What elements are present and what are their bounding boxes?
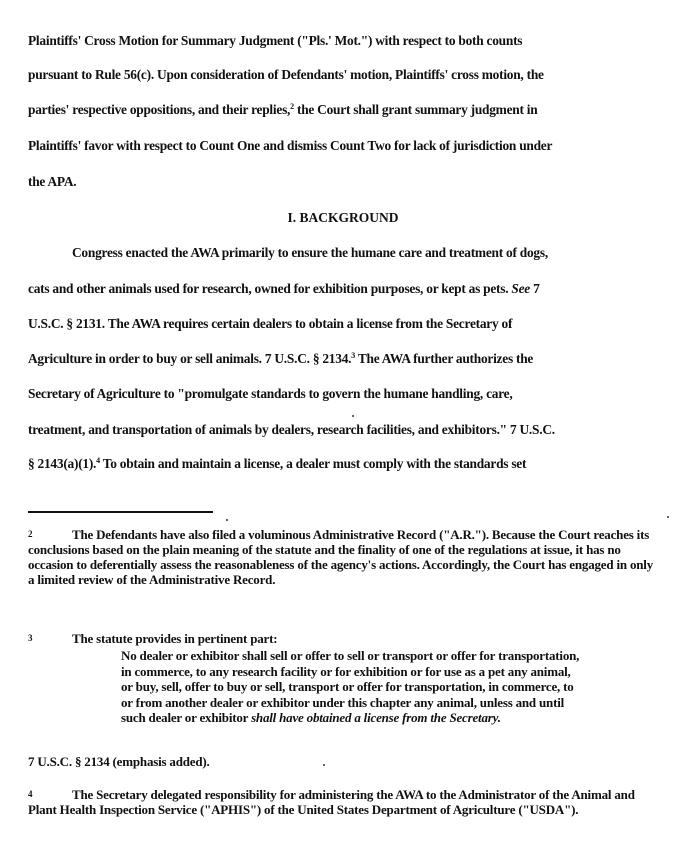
- footnote-3-citation: 7 U.S.C. § 2134 (emphasis added).: [28, 754, 210, 769]
- body-line-3: [28, 102, 537, 118]
- footnote-2-marker: 2: [28, 529, 33, 539]
- footnote-3: [28, 631, 658, 646]
- footnote-2-text: The Defendants have also filed a voluminous Administrative Record ("A.R."). Because the Court reaches its conclusions based on the plain meaning of the statute and the finality of one of the regulations at issue, it has no occasion to deferentially assess the reasonableness of the agency's actions. Accordingly, the Court has engaged in only a limited review of the Administrative Record.: [28, 527, 653, 587]
- scan-speck: [352, 415, 354, 417]
- footnote-4: [28, 787, 658, 817]
- background-line-2-text: cats and other animals used for research, owned for exhibition purposes, or kept as pets.: [28, 281, 512, 296]
- body-line-4: Plaintiffs' favor with respect to Count One and dismiss Count Two for lack of jurisdiction under: [28, 138, 553, 153]
- background-line-4-rest: The AWA further authorizes the: [355, 351, 534, 366]
- background-line-4: [28, 351, 533, 367]
- section-heading-background: I. BACKGROUND: [287, 210, 399, 225]
- footnote-ref-4[interactable]: 4: [96, 456, 100, 465]
- footnote-separator: [28, 511, 213, 513]
- background-line-4-text: Agriculture in order to buy or sell animals. 7 U.S.C. § 2134.: [28, 351, 352, 366]
- background-line-2-end: 7: [530, 281, 540, 296]
- footnote-ref-3[interactable]: 3: [351, 351, 355, 360]
- background-line-6: treatment, and transportation of animals by dealers, research facilities, and exhibitors." 7 U.S.C.: [28, 422, 555, 437]
- footnote-3-intro: The statute provides in pertinent part:: [72, 631, 278, 646]
- scan-speck: [667, 516, 669, 518]
- footnote-4-marker: 4: [28, 789, 33, 799]
- scan-speck: [323, 764, 325, 766]
- footnote-3-marker: 3: [28, 633, 33, 643]
- background-line-7-text: § 2143(a)(1).: [28, 456, 97, 471]
- background-line-2: [28, 281, 540, 297]
- background-line-5: Secretary of Agriculture to "promulgate standards to govern the humane handling, care,: [28, 386, 513, 401]
- background-line-7: [28, 456, 526, 472]
- footnote-3-quote-emphasis: shall have obtained a license from the Secretary.: [251, 710, 501, 725]
- background-line-3: U.S.C. § 2131. The AWA requires certain dealers to obtain a license from the Secretary of: [28, 316, 513, 331]
- background-line-7-rest: To obtain and maintain a license, a dealer must comply with the standards set: [99, 456, 527, 471]
- signal-see: See: [511, 281, 530, 296]
- footnote-3-quote-text: No dealer or exhibitor shall sell or offer to sell or transport or offer for transportation, in commerce, to any research facility or for exhibition or for use as a pet any animal, or buy, sell, offer to buy or sell, transport or offer for transportation, in commerce, to or from another dealer or exhibitor under this chapter any animal, unless and until such dealer or exhibitor: [121, 648, 580, 725]
- body-line-3-text: parties' respective oppositions, and their replies,: [28, 102, 291, 117]
- footnote-4-text: The Secretary delegated responsibility for administering the AWA to the Administrator of the Animal and Plant Health Inspection Service ("APHIS") of the United States Department of Agriculture ("USDA").: [28, 787, 635, 817]
- scan-speck: [226, 519, 228, 521]
- body-line-2: pursuant to Rule 56(c). Upon consideration of Defendants' motion, Plaintiffs' cross motion, the: [28, 67, 544, 82]
- body-line-1: Plaintiffs' Cross Motion for Summary Judgment ("Pls.' Mot.") with respect to both counts: [28, 33, 523, 48]
- body-line-3-rest: the Court shall grant summary judgment in: [293, 102, 538, 117]
- body-line-5: the APA.: [28, 174, 77, 189]
- footnote-2: [28, 527, 658, 587]
- background-line-1: Congress enacted the AWA primarily to ensure the humane care and treatment of dogs,: [72, 245, 548, 260]
- footnote-3-block-quote: [121, 648, 581, 726]
- footnote-ref-2[interactable]: 2: [290, 102, 294, 111]
